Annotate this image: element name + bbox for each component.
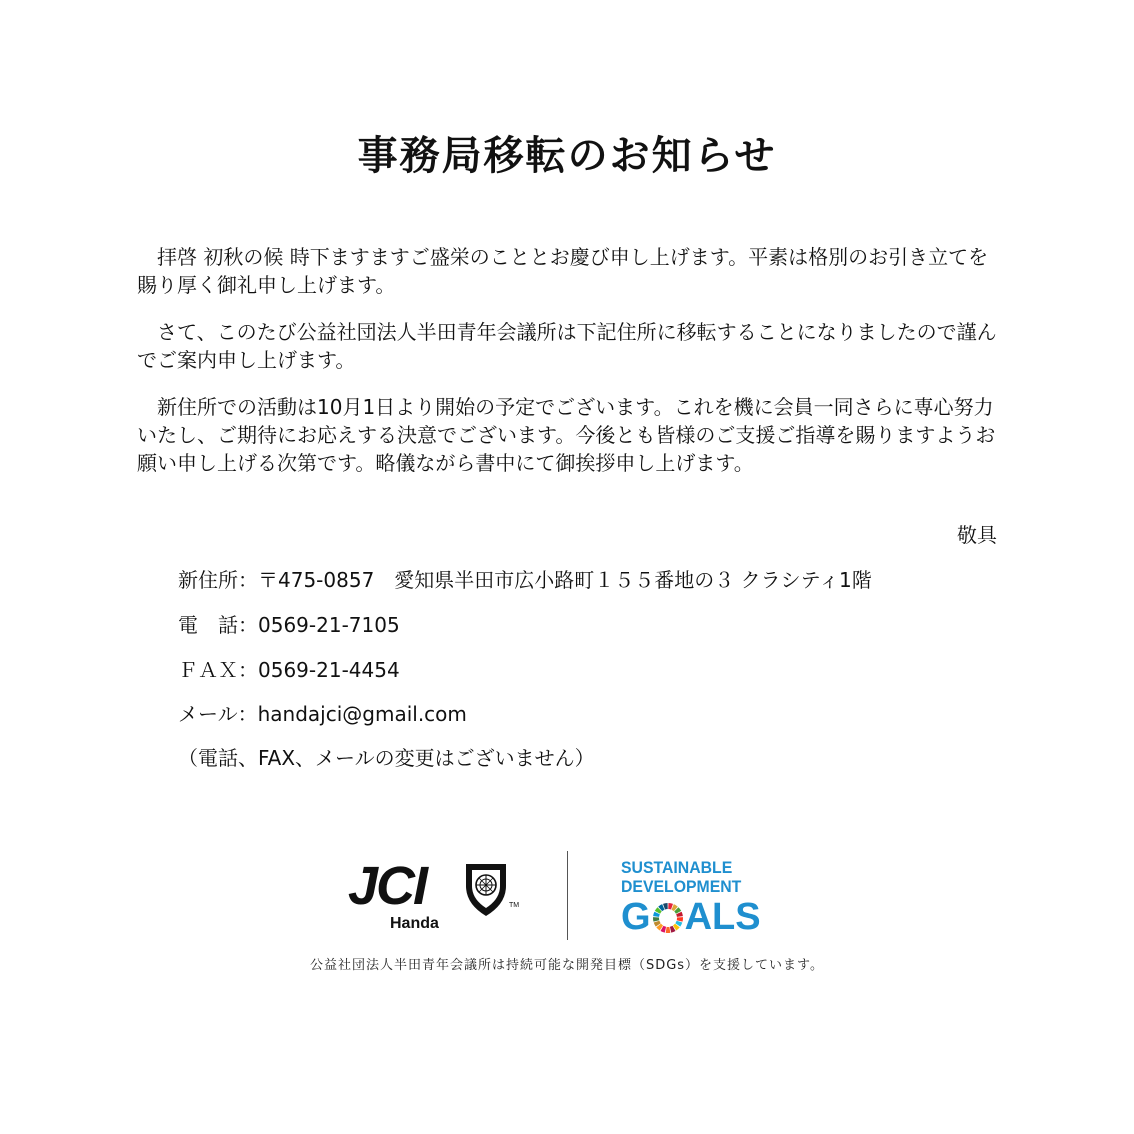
closing-phrase: 敬具	[957, 523, 997, 547]
new-address-line	[178, 566, 872, 594]
sdgs-wheel-segment	[676, 917, 682, 922]
trademark-mark: TM	[509, 902, 520, 909]
mail-label: メール：	[178, 702, 258, 726]
announcement-paragraph: さて、このたび公益社団法人半田青年会議所は下記住所に移転することになりましたので謹んでご案内申し上げます。	[137, 320, 997, 372]
sdgs-goals-suffix: ALS	[684, 896, 761, 938]
sdgs-line-sustainable: SUSTAINABLE	[621, 858, 733, 877]
fax-line	[178, 656, 400, 684]
phone-line	[178, 611, 400, 639]
sdgs-goals-word	[621, 897, 771, 937]
mail-line	[178, 700, 467, 728]
jci-handa-logo	[348, 858, 528, 938]
sdgs-line-development: DEVELOPMENT	[621, 877, 742, 896]
page-title: 事務局移転のお知らせ	[357, 133, 777, 179]
jci-shield-icon	[464, 860, 508, 918]
greeting-paragraph: 拝啓 初秋の候 時下ますますご盛栄のこととお慶び申し上げます。平素は格別のお引き立てを賜り厚く御礼申し上げます。	[137, 245, 989, 297]
fax-label: ＦＡＸ：	[178, 658, 258, 682]
phone-value: 0569-21-7105	[258, 613, 400, 637]
sdgs-goals-prefix: G	[621, 896, 651, 938]
sdgs-color-wheel-icon	[652, 902, 684, 934]
sdgs-wheel-segment	[653, 917, 659, 922]
logo-divider	[567, 851, 568, 940]
address-value: 〒475-0857 愛知県半田市広小路町１５５番地の３ クラシティ1階	[258, 568, 872, 592]
jci-wordmark: JCI	[348, 856, 427, 916]
address-label: 新住所：	[178, 568, 258, 592]
sdgs-wheel-segment	[665, 927, 670, 933]
sdgs-support-caption: 公益社団法人半田青年会議所は持続可能な開発目標（SDGs）を支援しています。	[309, 958, 825, 973]
unchanged-contact-note: （電話、FAX、メールの変更はございません）	[178, 746, 595, 770]
sdgs-logo	[621, 858, 771, 937]
jci-chapter-name: Handa	[390, 915, 439, 932]
activity-paragraph: 新住所での活動は10月1日より開始の予定でございます。これを機に会員一同さらに専心努力いたし、ご期待にお応えする決意でございます。今後とも皆様のご支援ご指導を賜りますようお願い申し上げる次第です。略儀ながら書中にて御挨拶申し上げます。	[137, 395, 996, 475]
fax-value: 0569-21-4454	[258, 658, 400, 682]
mail-value[interactable]: handajci@gmail.com	[257, 702, 467, 726]
phone-label: 電 話：	[178, 613, 258, 637]
